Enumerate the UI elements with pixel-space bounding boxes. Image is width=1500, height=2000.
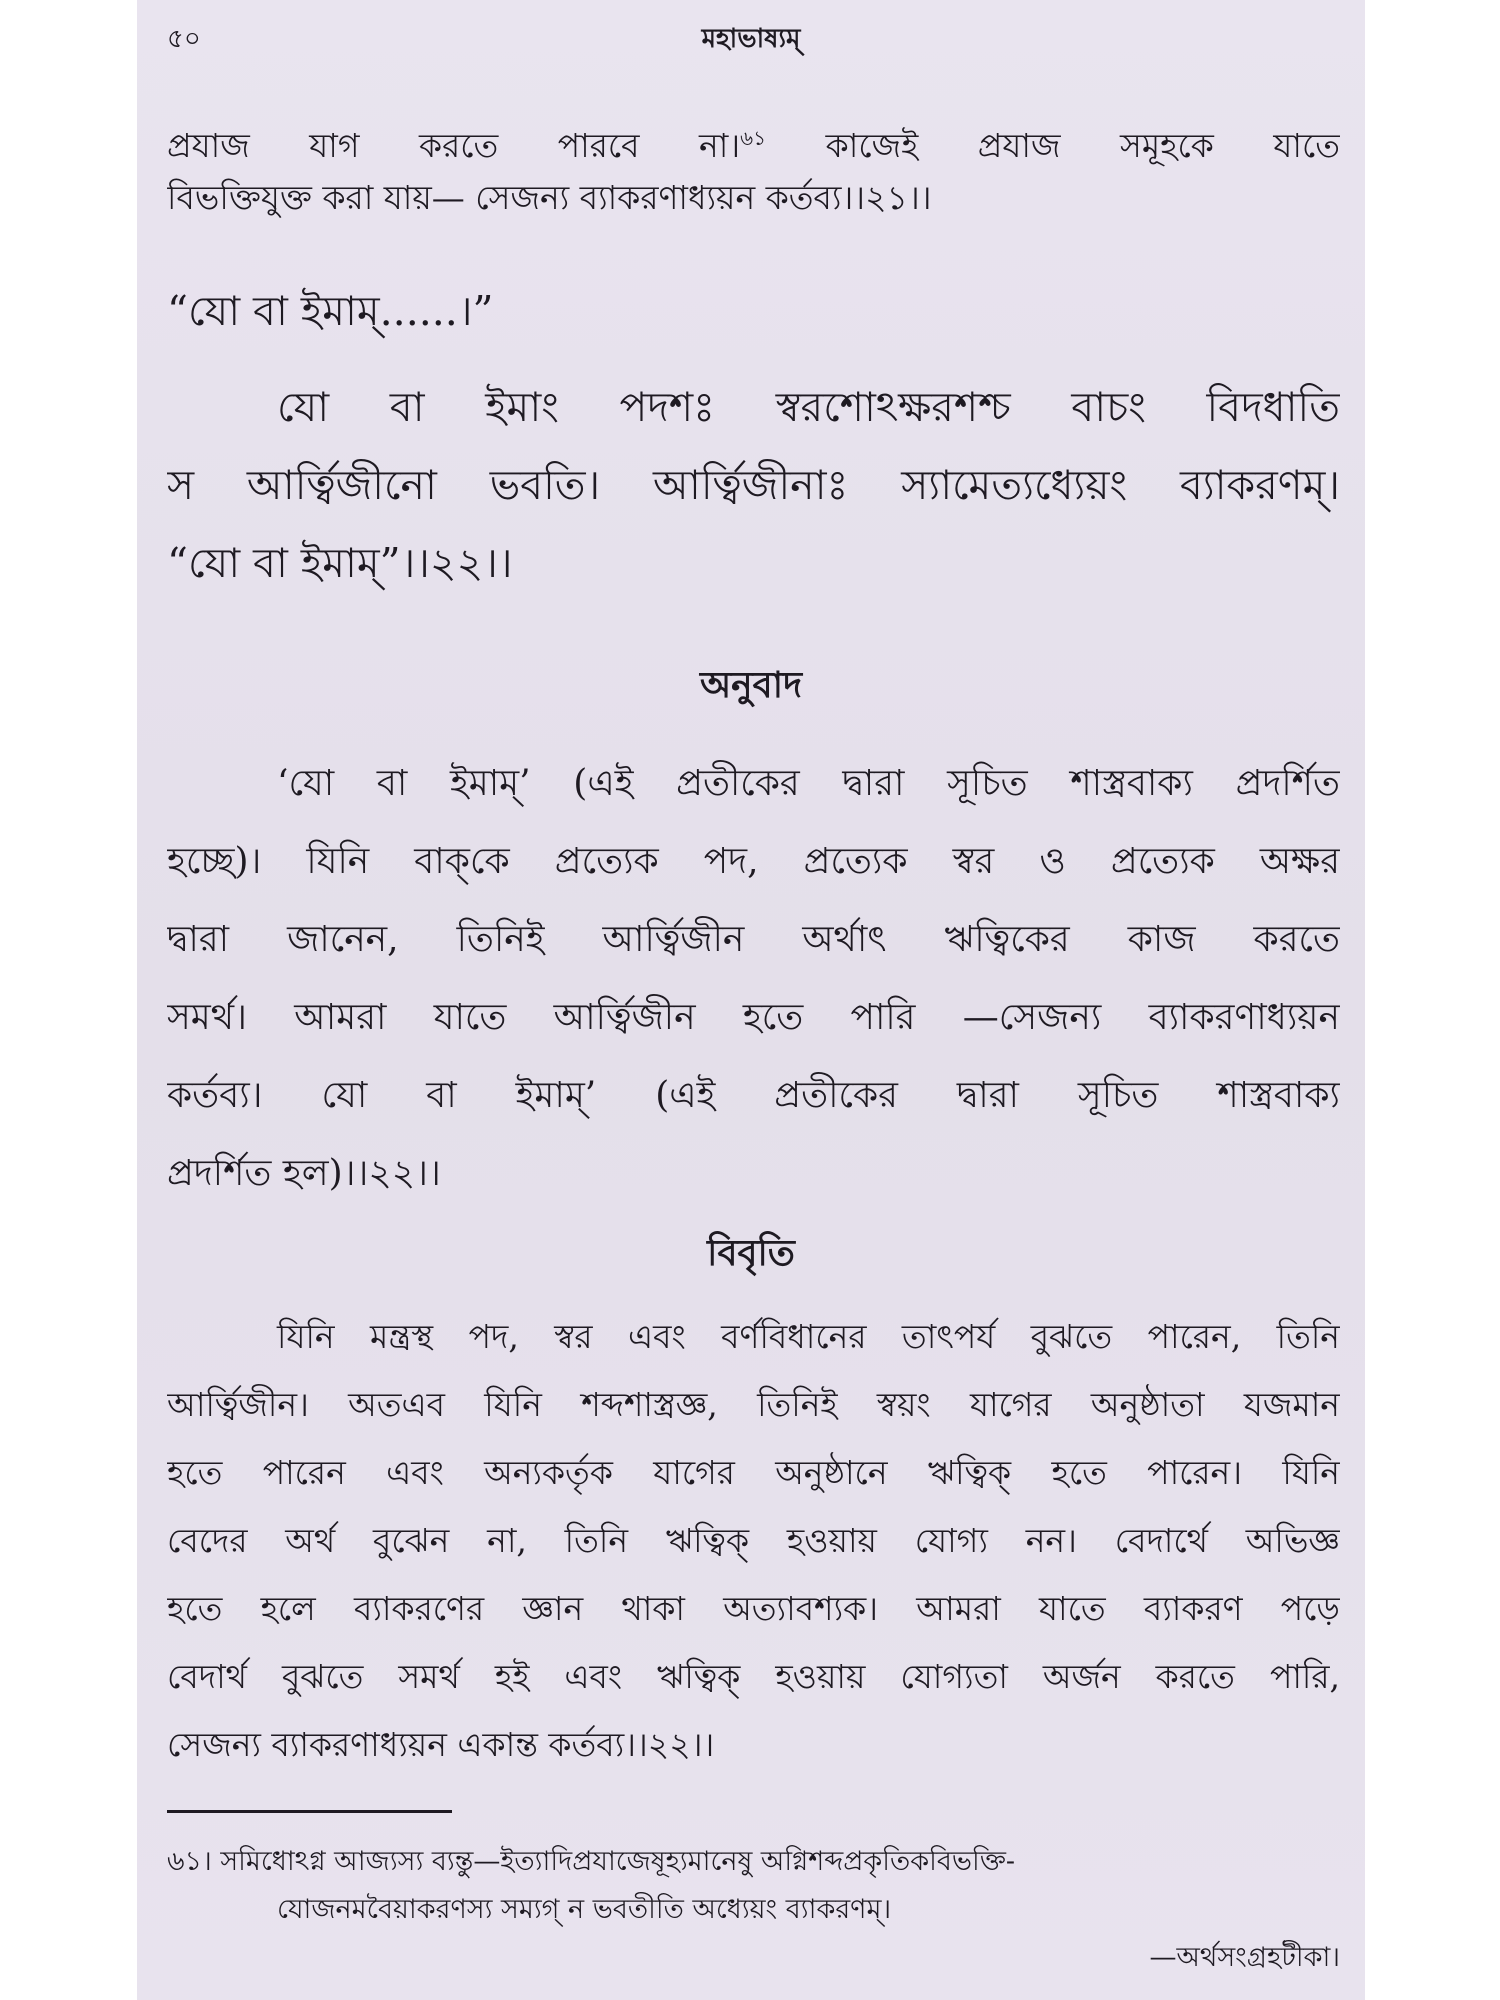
source-line-2: স আর্ত্বিজীনো ভবতি। আর্ত্বিজীনাঃ স্যামেত্যধ্যেয়ং ব্যাকরণম্।	[167, 461, 1340, 509]
source-line-3: “যো বা ইমাম্”।।২২।।	[167, 539, 513, 587]
commentary-line: যিনি মন্ত্রস্থ পদ, স্বর এবং বর্ণবিধানের তাৎপর্য বুঝতে পারেন, তিনি	[277, 1317, 1340, 1356]
translation-line: সমর্থ। আমরা যাতে আর্ত্বিজীন হতে পারি —সেজন্য ব্যাকরণাধ্যয়ন	[167, 997, 1340, 1038]
translation-heading: অনুবাদ	[699, 664, 803, 706]
commentary-line: বেদার্থ বুঝতে সমর্থ হই এবং ঋত্বিক্ হওয়ায় যোগ্যতা অর্জন করতে পারি,	[167, 1657, 1340, 1696]
commentary-line: আর্ত্বিজীন। অতএব যিনি শব্দশাস্ত্রজ্ঞ, তিনিই স্বয়ং যাগের অনুষ্ঠাতা যজমান	[167, 1385, 1340, 1424]
book-page	[137, 0, 1365, 2000]
commentary-line: বেদের অর্থ বুঝেন না, তিনি ঋত্বিক্ হওয়ায় যোগ্য নন। বেদার্থে অভিজ্ঞ	[167, 1521, 1340, 1560]
footnote-rule	[167, 1810, 452, 1813]
commentary-line: সেজন্য ব্যাকরণাধ্যয়ন একান্ত কর্তব্য।।২২।।	[167, 1725, 715, 1764]
commentary-paragraph	[167, 1303, 1340, 1779]
page-number: ৫০	[167, 24, 201, 54]
footnote-text-1: সমিধোঽগ্ন আজ্যস্য ব্যন্তু—ইত্যাদিপ্রযাজেষূহ্যমানেষু অগ্নিশব্দপ্রকৃতিকবিভক্তি-	[220, 1846, 1016, 1877]
intro-paragraph	[167, 108, 1340, 228]
footnote-reference[interactable]: ৬১	[740, 126, 767, 150]
page-header	[167, 18, 1335, 58]
commentary-line: হতে পারেন এবং অন্যকর্তৃক যাগের অনুষ্ঠানে ঋত্বিক্ হতে পারেন। যিনি	[167, 1453, 1340, 1492]
footnote-number: ৬১।	[167, 1846, 212, 1877]
commentary-line: হতে হলে ব্যাকরণের জ্ঞান থাকা অত্যাবশ্যক। আমরা যাতে ব্যাকরণ পড়ে	[167, 1589, 1340, 1628]
running-title: মহাভাষ্যম্	[701, 24, 801, 54]
footnote-source: —অর্থসংগ্রহটীকা।	[1149, 1942, 1340, 1973]
footnote	[167, 1838, 1340, 1982]
source-verse	[167, 368, 1340, 602]
translation-line: দ্বারা জানেন, তিনিই আর্ত্বিজীন অর্থাৎ ঋত্বিকের কাজ করতে	[167, 919, 1340, 960]
footnote-line-1	[167, 1838, 1340, 1886]
translation-line: কর্তব্য। যো বা ইমাম্’ (এই প্রতীকের দ্বারা সূচিত শাস্ত্রবাক্য	[167, 1075, 1340, 1116]
intro-line-1	[167, 108, 1340, 168]
intro-line-1-text: প্রযাজ যাগ করতে পারবে না।	[167, 126, 741, 165]
translation-paragraph	[167, 745, 1340, 1213]
source-pratika: “যো বা ইমাম্......।”	[167, 287, 494, 335]
translation-line: প্রদর্শিত হল)।।২২।।	[167, 1153, 441, 1194]
commentary-heading: বিবৃতি	[707, 1232, 795, 1274]
translation-line: হচ্ছে)। যিনি বাক্‌কে প্রত্যেক পদ, প্রত্যেক স্বর ও প্রত্যেক অক্ষর	[167, 841, 1340, 882]
source-line-1: যো বা ইমাং পদশঃ স্বরশোঽক্ষরশশ্চ বাচং বিদধাতি	[277, 383, 1340, 431]
intro-line-2: বিভক্তিযুক্ত করা যায়— সেজন্য ব্যাকরণাধ্যয়ন কর্তব্য।।২১।।	[167, 178, 932, 217]
footnote-line-2: যোজনমবৈয়াকরণস্য সম্যগ্ ন ভবতীতি অধ্যেয়ং ব্যাকরণম্।	[277, 1894, 892, 1925]
translation-line: ‘যো বা ইমাম্’ (এই প্রতীকের দ্বারা সূচিত শাস্ত্রবাক্য প্রদর্শিত	[277, 763, 1340, 804]
intro-line-1-rest: কাজেই প্রযাজ সমূহকে যাতে	[825, 126, 1340, 165]
source-text	[167, 266, 1340, 356]
